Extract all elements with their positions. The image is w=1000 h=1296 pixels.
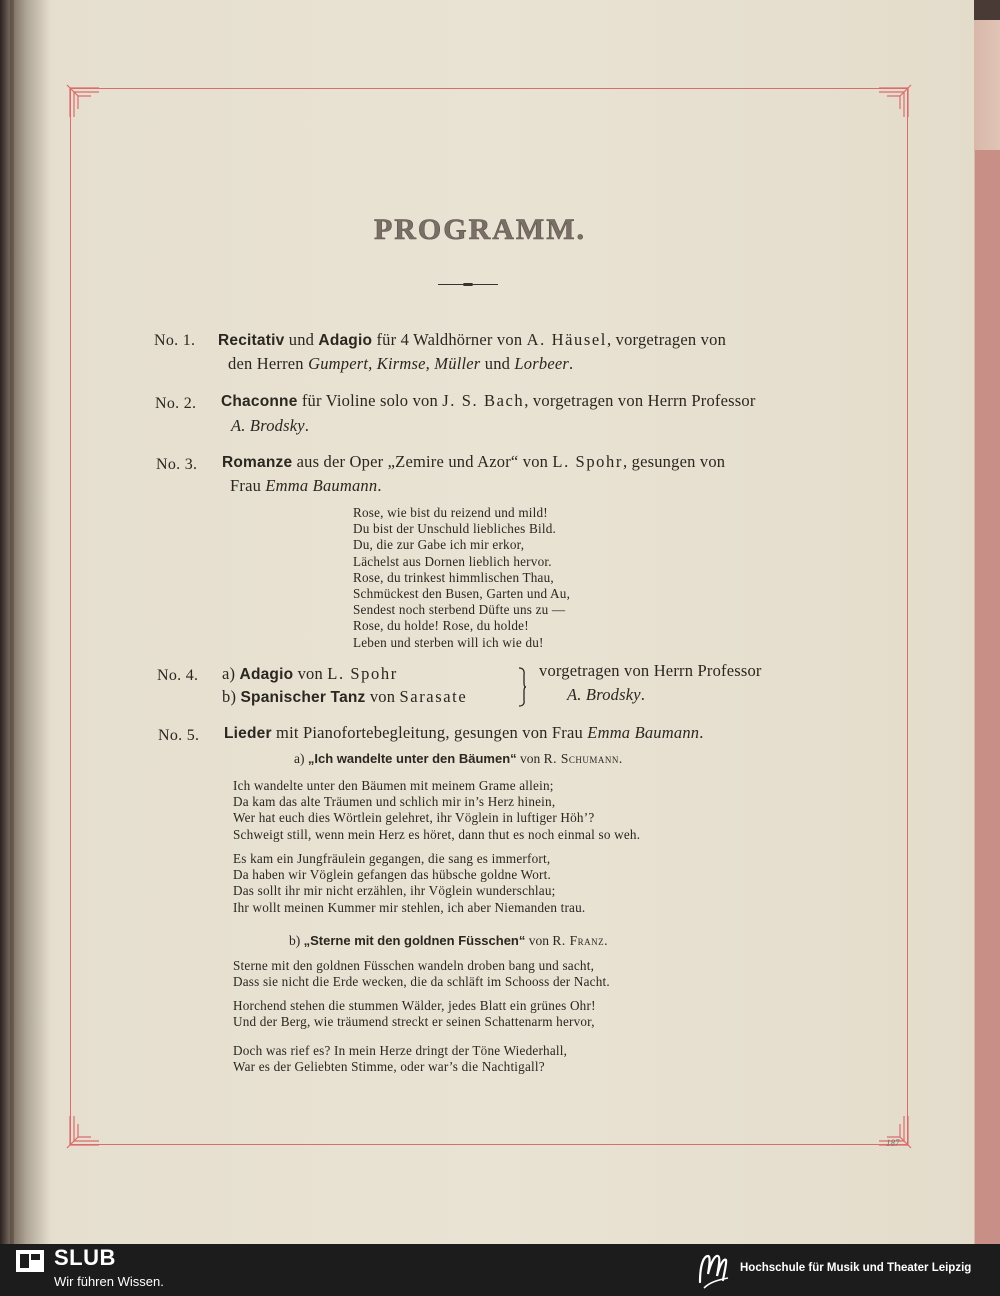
item-3-line-1 [222,452,725,472]
text-run: „Ich wandelte unter den Bäumen“ [307,751,517,766]
text-run: aus der Oper „Zemire und Azor“ von [292,452,553,471]
text-run: . [304,416,310,435]
song-b-stanza-1 [233,958,610,990]
item-number: No. 2. [155,395,197,412]
lyric-line: Und der Berg, wie träumend streckt er seinen Schattenarm hervor, [233,1014,595,1030]
lyric-line: Du, die zur Gabe ich mir erkor, [353,537,525,553]
slub-tagline: Wir führen Wissen. [54,1274,164,1289]
item-2-line-2 [231,416,309,436]
text-run: Emma Baumann [265,476,378,495]
text-run: von [516,751,544,766]
text-run: den Herren [228,354,309,373]
title-divider [438,284,498,285]
text-run: für Violine solo von [297,391,443,410]
lyric-line: War es der Geliebten Stimme, oder war’s die Nachtigall? [233,1059,545,1075]
page-number: 187 [886,1138,900,1148]
text-run: vorgetragen von Herrn Professor [539,661,762,680]
text-run: . [699,723,704,742]
item-1-line-1 [218,330,726,350]
lyric-line: Da haben wir Vöglein gefangen das hübsche goldne Wort. [233,867,551,883]
text-run: Adagio [239,666,294,683]
lyric-line: Horchend stehen die stummen Wälder, jedes Blatt ein grünes Ohr! [233,998,596,1013]
text-run: A. Häusel [526,330,607,349]
item-4b [222,687,467,707]
item-2-line-1 [221,391,756,411]
song-a-stanza-2 [233,851,585,916]
song-b-stanza-3 [233,1043,567,1075]
item-number: No. 4. [157,667,199,684]
lyric-line: Ihr wollt meinen Kummer mir stehlen, ich aber Niemanden trau. [233,899,586,915]
text-run: , vorgetragen von Herrn Professor [524,391,756,410]
lyric-line: Rose, du trinkest himmlischen Thau, [353,569,554,585]
text-run: „Sterne mit den goldnen Füsschen“ [303,933,526,948]
text-run: Spanischer Tanz [240,689,366,706]
slub-name: SLUB [54,1245,116,1270]
text-run: b) [222,687,241,706]
text-run: , vorgetragen von [607,330,727,349]
text-run: . [604,933,608,948]
text-run: Recitativ [218,332,285,349]
item-number: No. 1. [154,332,196,349]
footer-bar [0,1244,1000,1296]
song-b-stanza-2 [233,998,596,1030]
item-4-performer-line-1 [539,661,762,681]
corner-ornament-icon [65,83,99,117]
item-5-line-1 [224,723,704,743]
text-run: . [618,751,623,766]
text-run: Frau [230,476,266,495]
text-run: Adagio [318,332,373,349]
lyric-line: Da kam das alte Träumen und schlich mir in’s Herz hinein, [233,794,556,810]
song-a-stanza-1 [233,778,640,843]
text-run: Chaconne [221,393,298,410]
lyric-line: Schweigt still, wenn mein Herz es höret, dann thut es noch einmal so weh. [233,826,641,842]
lyric-line: Du bist der Unschuld liebliches Bild. [353,521,556,537]
text-run: b) [289,933,304,948]
lyric-line: Leben und sterben will ich wie du! [353,634,544,650]
text-run: und [480,354,515,373]
slub-logo-icon [16,1250,44,1272]
text-run: a) [222,664,240,683]
text-run: R. Schumann [543,751,619,766]
text-run: Lorbeer [514,354,569,373]
lyric-line: Lächelst aus Dornen lieblich hervor. [353,553,552,569]
text-run: R. Franz [552,933,605,948]
item-4-performer-line-2 [567,685,645,705]
lyric-line: Doch was rief es? In mein Herze dringt der Töne Wiederhall, [233,1043,568,1058]
text-run: , gesungen von [622,452,726,471]
lyric-line: Rose, wie bist du reizend und mild! [353,505,548,520]
lyric-line: Ich wandelte unter den Bäumen mit meinem Grame allein; [233,778,554,793]
text-run: von [365,687,400,706]
text-run: Romanze [222,454,293,471]
song-a-heading [294,751,622,767]
lyric-line: Wer hat euch dies Wörtlein gelehret, ihr Vöglein in luftiger Höh’? [233,810,595,826]
item-1-line-2 [228,354,573,374]
text-run: L. Spohr [552,452,623,471]
text-run: Gumpert, Kirmse, Müller [308,354,481,373]
text-run: mit Pianofortebegleitung, gesungen von Frau [271,723,588,742]
text-run: von [293,664,328,683]
lyric-line: Rose, du holde! Rose, du holde! [353,618,529,634]
text-run: . [640,685,646,704]
text-run: L. Spohr [327,664,398,683]
lyric-line: Dass sie nicht die Erde wecken, die da schläft im Schooss der Nacht. [233,974,610,990]
page-title: PROGRAMM. [373,213,587,246]
item-4a [222,664,398,684]
lyric-line: Das sollt ihr mir nicht erzählen, ihr Vöglein wunderschlau; [233,883,556,899]
item-3-line-2 [230,476,382,496]
text-run: für 4 Waldhörner von [372,330,527,349]
text-run: A. Brodsky [231,416,305,435]
corner-ornament-icon [65,1116,99,1150]
text-run: . [377,476,382,495]
romanze-lyrics [353,505,570,651]
text-run: a) [294,751,308,766]
text-run: Sarasate [399,687,468,706]
text-run: und [284,330,319,349]
item-number: No. 5. [158,727,200,744]
right-page-stack-edge [975,150,1000,1244]
item-number: No. 3. [156,456,198,473]
song-b-heading [289,933,608,949]
text-run: . [569,354,574,373]
partner-institution-name: Hochschule für Musik und Theater Leipzig [740,1262,972,1274]
text-run: A. Brodsky [567,685,641,704]
brace-icon [517,667,527,707]
lyric-line: Sterne mit den goldnen Füsschen wandeln droben bang und sacht, [233,958,595,973]
text-run: Emma Baumann [587,723,700,742]
lyric-line: Sendest noch sterbend Düfte uns zu — [353,602,566,618]
corner-ornament-icon [879,83,913,117]
binding-shadow [10,0,50,1244]
lyric-line: Schmückest den Busen, Garten und Au, [353,586,571,602]
hmt-logo-icon [694,1248,732,1292]
text-run: von [525,933,553,948]
text-run: Lieder [224,725,272,742]
text-run: J. S. Bach [442,391,525,410]
lyric-line: Es kam ein Jungfräulein gegangen, die sang es immerfort, [233,851,551,866]
